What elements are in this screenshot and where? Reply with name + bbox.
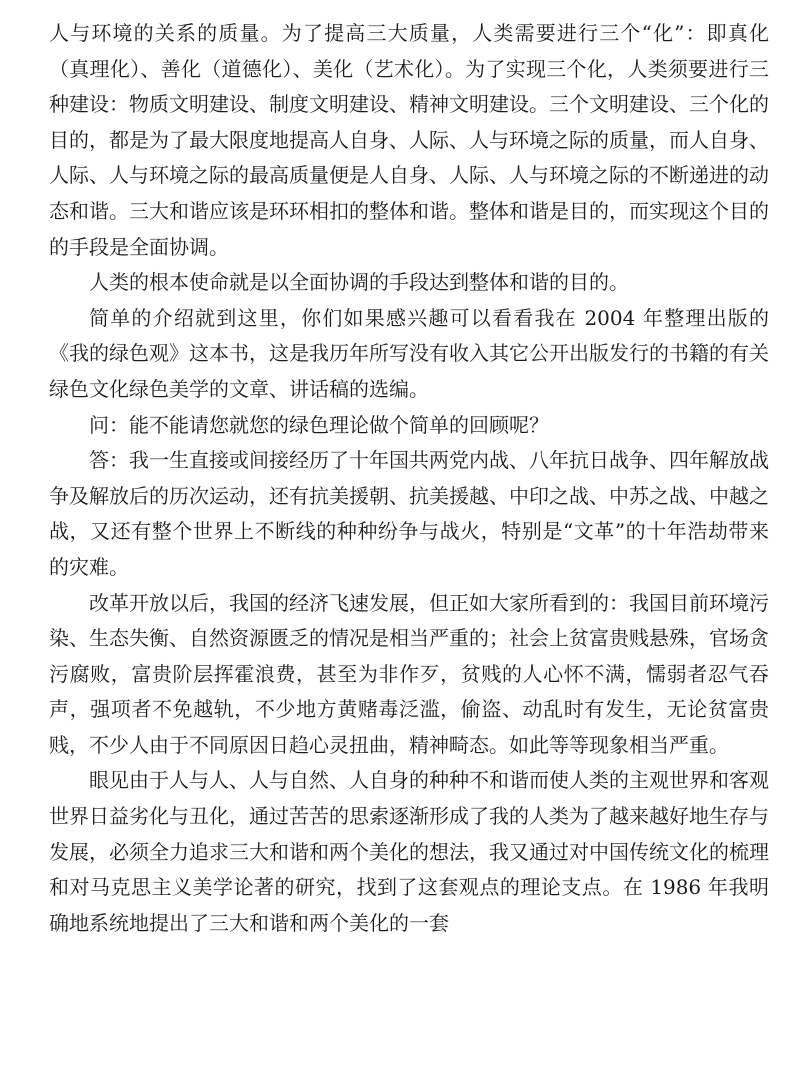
paragraph-2: 人类的根本使命就是以全面协调的手段达到整体和谐的目的。 — [89, 270, 629, 295]
paragraph-1: 人与环境的关系的质量。为了提高三大质量，人类需要进行三个“化”：即真化（真理化）、善化（道德化）、美化（艺术化）。为了实现三个化，人类须要进行三种建设：物质文明建设、制度文明建设、精神文明建设。三个文明建设、三个化的目的，都是为了最大限度地提高人自身、人际、人与环境之际的质量，而人自身、人际、人与环境之际的最高质量便是人自身、人际、人与环境之际的不断递进的动态和谐。三大和谐应该是环环相扣的整体和谐。整体和谐是目的，而实现这个目的的手段是全面协调。 — [49, 21, 769, 259]
paragraph-3: 简单的介绍就到这里，你们如果感兴趣可以看看我在 2004 年整理出版的《我的绿色观》这本书，这是我历年所写没有收入其它公开出版发行的书籍的有关绿色文化绿色美学的文章、讲话稿的选编。 — [49, 305, 769, 401]
paragraph-7: 眼见由于人与人、人与自然、人自身的种种不和谐而使人类的主观世界和客观世界日益劣化与丑化，通过苦苦的思索逐渐形成了我的人类为了越来越好地生存与发展，必须全力追求三大和谐和两个美化的想法，我又通过对中国传统文化的梳理和对马克思主义美学论著的研究，找到了这套观点的理论支点。在 1986 年我明确地系统地提出了三大和谐和两个美化的一套 — [49, 768, 769, 935]
document-page — [49, 16, 769, 941]
paragraph-5-answer: 答：我一生直接或间接经历了十年国共两党内战、八年抗日战争、四年解放战争及解放后的历次运动，还有抗美援朝、抗美援越、中印之战、中苏之战、中越之战，又还有整个世界上不断线的种种纷争与战火，特别是“文革”的十年浩劫带来的灾难。 — [49, 448, 769, 579]
paragraph-6: 改革开放以后，我国的经济飞速发展，但正如大家所看到的：我国目前环境污染、生态失衡、自然资源匮乏的情况是相当严重的；社会上贫富贵贱悬殊，官场贪污腐败，富贵阶层挥霍浪费，甚至为非作歹，贫贱的人心怀不满，懦弱者忍气吞声，强项者不免越轨，不少地方黄赌毒泛滥，偷盗、动乱时有发生，无论贫富贵贱，不少人由于不同原因日趋心灵扭曲，精神畸态。如此等等现象相当严重。 — [49, 590, 769, 757]
paragraph-4-question: 问：能不能请您就您的绿色理论做个简单的回顾呢？ — [89, 412, 549, 437]
